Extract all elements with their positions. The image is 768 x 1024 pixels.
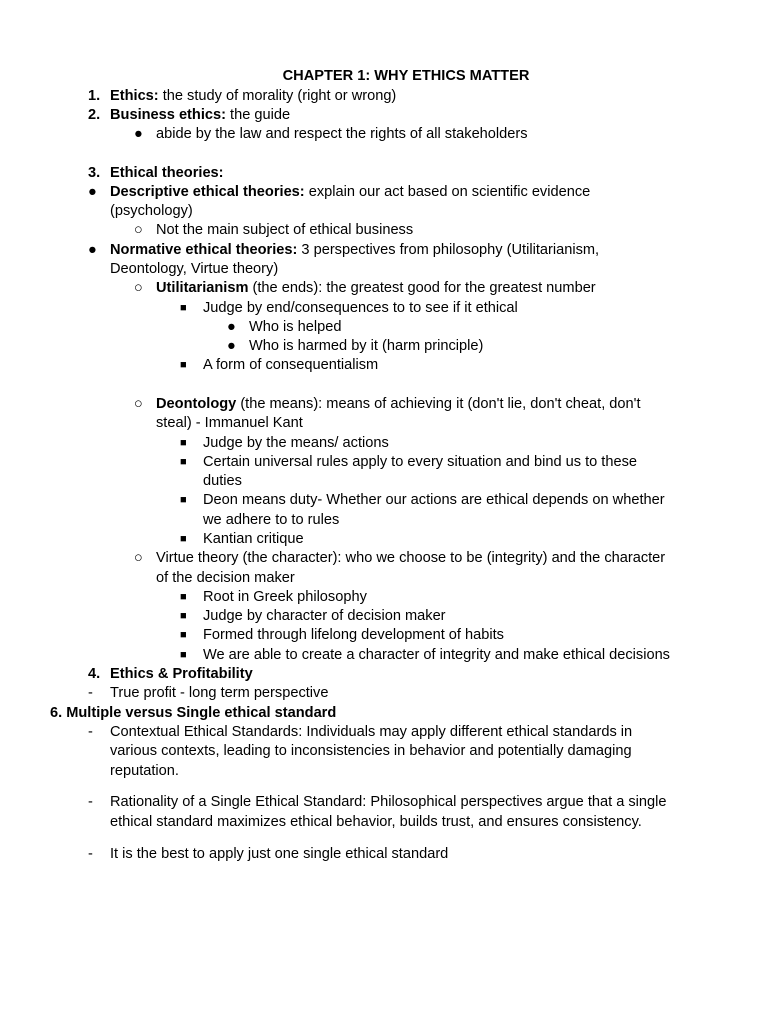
list-marker: 1.: [88, 88, 101, 104]
dash-marker: -: [88, 846, 93, 862]
list-item: abide by the law and respect the rights of all stakeholders: [156, 126, 528, 142]
list-item: Ethics & Profitability: [110, 666, 253, 682]
list-item: Descriptive ethical theories: explain our act based on scientific evidence: [110, 184, 591, 200]
bullet-marker: ■: [180, 610, 187, 622]
bullet-marker: ●: [134, 126, 143, 142]
bullet-marker: ■: [180, 302, 187, 314]
bullet-marker: ■: [180, 629, 187, 641]
list-item-continuation: reputation.: [110, 763, 179, 779]
list-item: Kantian critique: [203, 531, 304, 547]
bullet-marker: ○: [134, 280, 143, 296]
list-marker: 3.: [88, 165, 101, 181]
bullet-marker: ○: [134, 396, 143, 412]
bullet-marker: ■: [180, 359, 187, 371]
dash-marker: -: [88, 685, 93, 701]
list-item: Deon means duty- Whether our actions are ethical depends on whether: [203, 492, 665, 508]
list-item: Contextual Ethical Standards: Individuals may apply different ethical standards in: [110, 724, 633, 740]
list-item: Ethics: the study of morality (right or wrong): [110, 88, 397, 104]
list-item: Deontology (the means): means of achieving it (don't lie, don't cheat, don't: [156, 396, 641, 412]
list-item: Ethical theories:: [110, 165, 224, 181]
list-item: A form of consequentialism: [203, 357, 379, 373]
bullet-marker: ■: [180, 649, 187, 661]
list-item-continuation: Deontology, Virtue theory): [110, 261, 279, 277]
bullet-marker: ●: [88, 242, 97, 258]
list-item: Judge by character of decision maker: [203, 608, 446, 624]
list-item: Root in Greek philosophy: [203, 589, 367, 605]
list-marker: 4.: [88, 666, 101, 682]
list-item-continuation: of the decision maker: [156, 570, 295, 586]
list-marker: 2.: [88, 107, 101, 123]
section-heading: 6. Multiple versus Single ethical standard: [50, 705, 337, 721]
list-item: True profit - long term perspective: [110, 685, 329, 701]
bullet-marker: ■: [180, 533, 187, 545]
list-item: Who is helped: [249, 319, 342, 335]
page-title: CHAPTER 1: WHY ETHICS MATTER: [282, 68, 530, 84]
list-item-continuation: ethical standard maximizes ethical behavior, builds trust, and ensures consistency.: [110, 814, 642, 830]
list-item: Rationality of a Single Ethical Standard: Philosophical perspectives argue that a single: [110, 794, 667, 810]
list-item-continuation: various contexts, leading to inconsistencies in behavior and potentially damaging: [110, 743, 632, 759]
dash-marker: -: [88, 794, 93, 810]
list-item: It is the best to apply just one single ethical standard: [110, 846, 449, 862]
bullet-marker: ○: [134, 550, 143, 566]
list-item: Business ethics: the guide: [110, 107, 291, 123]
bullet-marker: ■: [180, 591, 187, 603]
list-item: Utilitarianism (the ends): the greatest good for the greatest number: [156, 280, 596, 296]
list-item-continuation: (psychology): [110, 203, 193, 219]
list-item-continuation: duties: [203, 473, 242, 489]
bullet-marker: ●: [227, 338, 236, 354]
bullet-marker: ●: [88, 184, 97, 200]
bullet-marker: ■: [180, 494, 187, 506]
list-item: Formed through lifelong development of habits: [203, 627, 504, 643]
bullet-marker: ■: [180, 456, 187, 468]
bullet-marker: ■: [180, 437, 187, 449]
list-item: Virtue theory (the character): who we choose to be (integrity) and the character: [156, 550, 666, 566]
list-item: Judge by end/consequences to to see if it ethical: [203, 300, 518, 316]
list-item: Certain universal rules apply to every situation and bind us to these: [203, 454, 638, 470]
list-item: Judge by the means/ actions: [203, 435, 389, 451]
list-item: Not the main subject of ethical business: [156, 222, 414, 238]
list-item-continuation: steal) - Immanuel Kant: [156, 415, 303, 431]
bullet-marker: ●: [227, 319, 236, 335]
dash-marker: -: [88, 724, 93, 740]
bullet-marker: ○: [134, 222, 143, 238]
list-item: We are able to create a character of integrity and make ethical decisions: [203, 647, 670, 663]
list-item: Who is harmed by it (harm principle): [249, 338, 484, 354]
list-item: Normative ethical theories: 3 perspectives from philosophy (Utilitarianism,: [110, 242, 600, 258]
list-item-continuation: we adhere to to rules: [203, 512, 340, 528]
